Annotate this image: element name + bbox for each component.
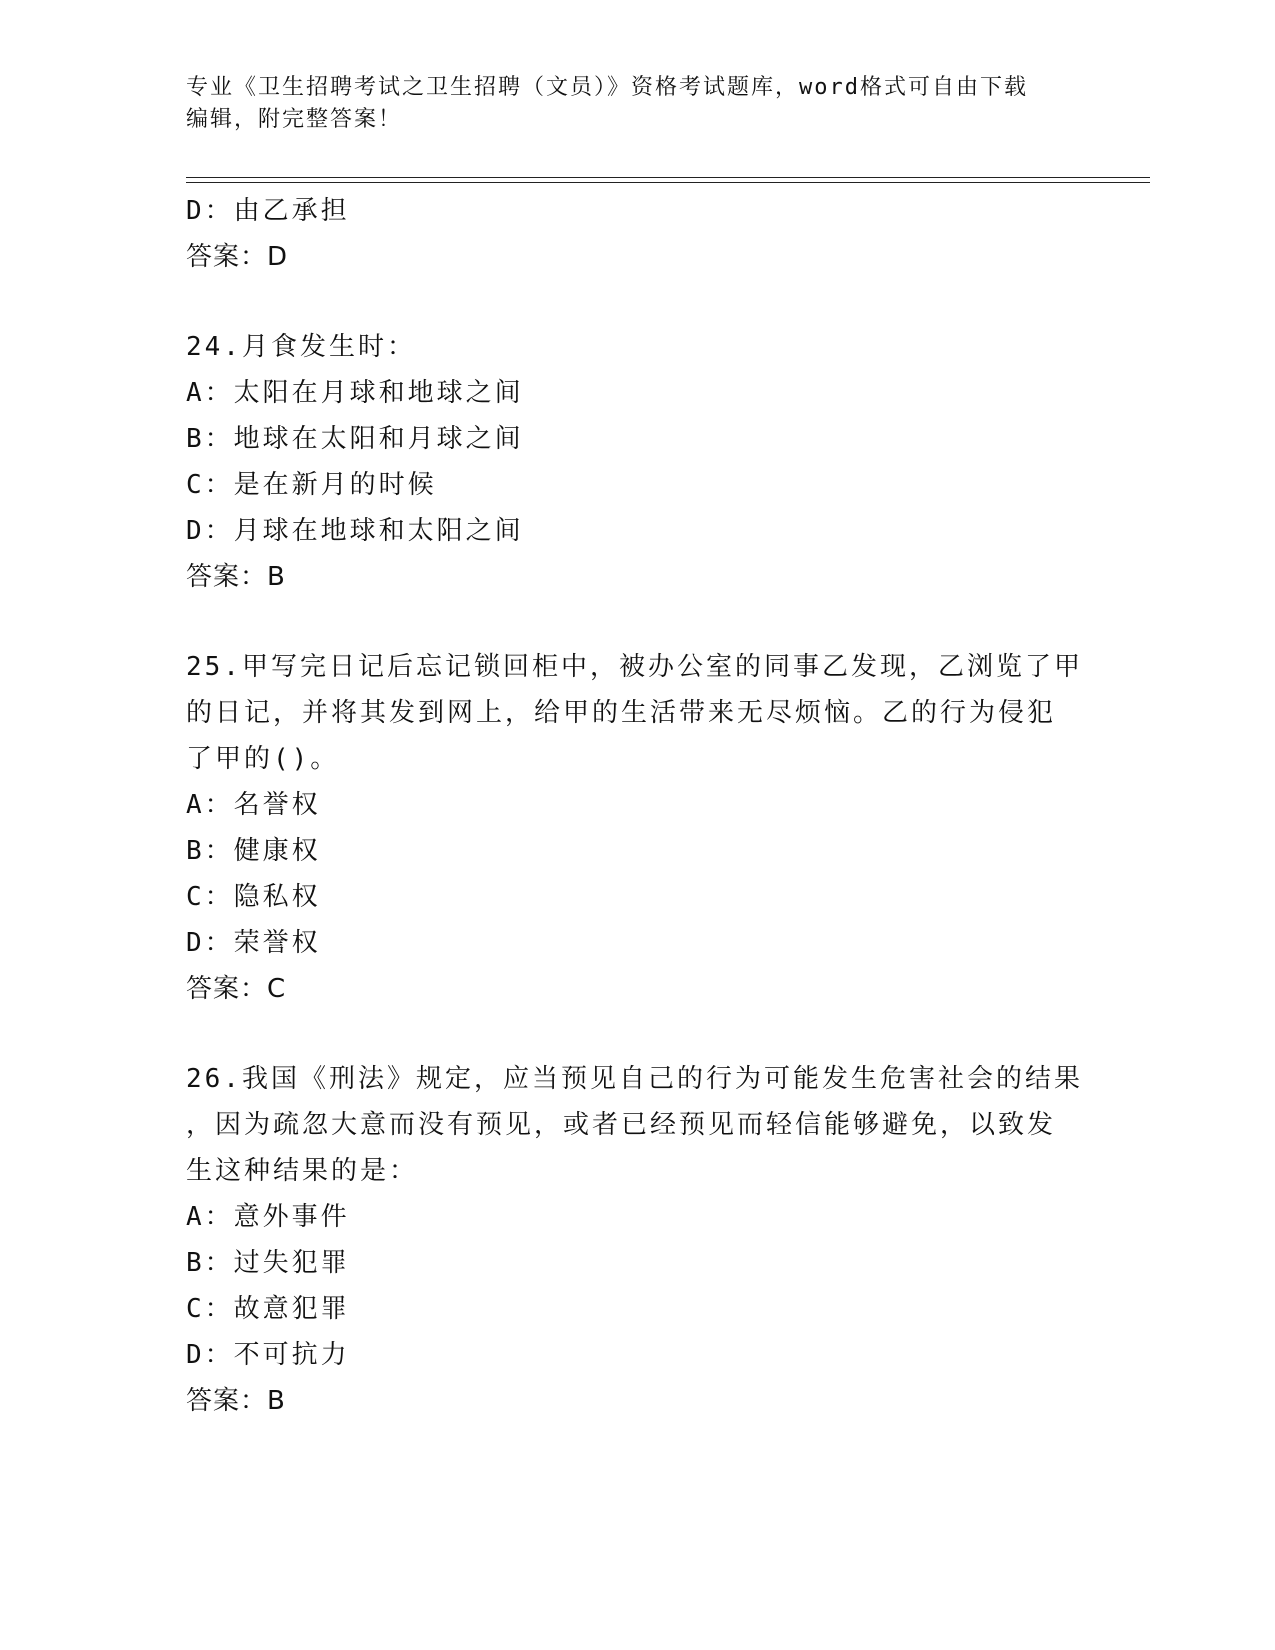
question-26-option-a: A：意外事件 (186, 1202, 350, 1232)
document-body (186, 188, 1086, 1424)
question-25-answer: 答案：C (186, 974, 287, 1004)
question-25-text-line-3: 了甲的()。 (186, 744, 340, 774)
question-26-text-line-1: 26.我国《刑法》规定，应当预见自己的行为可能发生危害社会的结果 (186, 1064, 1083, 1094)
question-24-answer: 答案：B (186, 562, 286, 592)
header-rule-top (186, 177, 1150, 178)
spacer (186, 1012, 1086, 1056)
header-line-1: 专业《卫生招聘考试之卫生招聘（文员）》资格考试题库，word格式可自由下载 (186, 75, 1028, 100)
question-25-option-c: C：隐私权 (186, 882, 321, 912)
header-line-2: 编辑，附完整答案！ (186, 107, 403, 132)
question-25-option-b: B：健康权 (186, 836, 321, 866)
question-25-option-d: D：荣誉权 (186, 928, 321, 958)
question-26-option-d: D：不可抗力 (186, 1340, 350, 1370)
carryover-option-d: D：由乙承担 (186, 196, 350, 226)
question-25-option-a: A：名誉权 (186, 790, 321, 820)
question-24-option-a: A：太阳在月球和地球之间 (186, 378, 524, 408)
question-24 (186, 324, 1086, 600)
question-25 (186, 644, 1086, 1012)
document-header (186, 72, 1086, 136)
question-24-option-c: C：是在新月的时候 (186, 470, 437, 500)
question-26 (186, 1056, 1086, 1424)
spacer (186, 600, 1086, 644)
spacer (186, 280, 1086, 324)
question-24-option-b: B：地球在太阳和月球之间 (186, 424, 524, 454)
question-26-option-c: C：故意犯罪 (186, 1294, 350, 1324)
question-26-answer: 答案：B (186, 1386, 286, 1416)
question-26-option-b: B：过失犯罪 (186, 1248, 350, 1278)
carryover-answer: 答案：D (186, 242, 289, 272)
question-24-option-d: D：月球在地球和太阳之间 (186, 516, 524, 546)
question-26-text-line-2: ，因为疏忽大意而没有预见，或者已经预见而轻信能够避免，以致发 (186, 1110, 1057, 1140)
question-25-text-line-2: 的日记，并将其发到网上，给甲的生活带来无尽烦恼。乙的行为侵犯 (186, 698, 1057, 728)
question-26-text-line-3: 生这种结果的是： (186, 1156, 419, 1186)
question-25-text-line-1: 25.甲写完日记后忘记锁回柜中，被办公室的同事乙发现，乙浏览了甲 (186, 652, 1083, 682)
question-24-text-line-1: 24.月食发生时： (186, 332, 416, 362)
header-rule-bottom (186, 182, 1150, 183)
